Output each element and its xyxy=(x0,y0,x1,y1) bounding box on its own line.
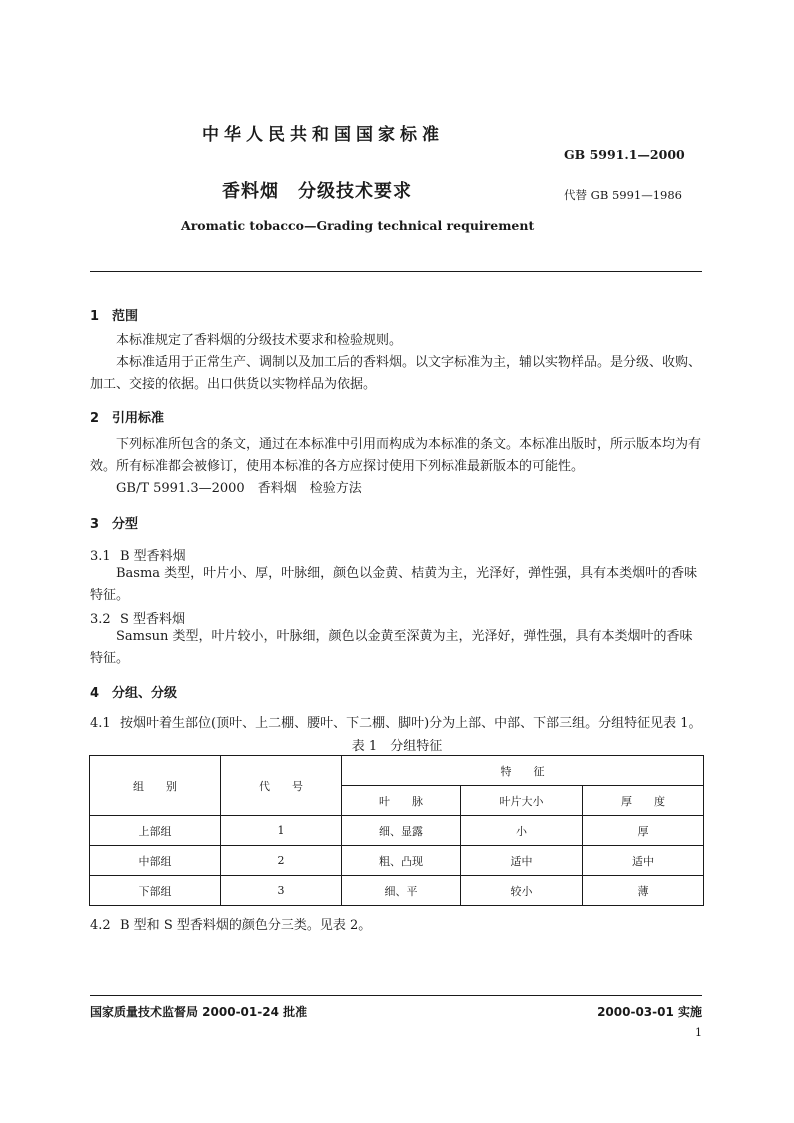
section-2-para-1: 下列标准所包含的条文，通过在本标准中引用而构成为本标准的条文。本标准出版时，所示版本均为有效。所有标准都会被修订，使用本标准的各方应探讨使用下列标准最新版本的可能性。 xyxy=(90,437,702,474)
section-2-reference: GB/T 5991.3—2000 香料烟 检验方法 xyxy=(116,481,362,496)
section-3-1-text: Basma 类型，叶片小、厚，叶脉细，颜色以金黄、桔黄为主，光泽好，弹性强，具有本类烟叶的香味特征。 xyxy=(90,566,698,603)
table-1 xyxy=(89,755,704,906)
section-number: 3 xyxy=(90,517,100,532)
section-4-1-text: 4.1 按烟叶着生部位(顶叶、上二棚、腰叶、下二棚、脚叶)分为上部、中部、下部三组。分组特征见表 1。 xyxy=(90,716,702,731)
section-1-para-1: 本标准规定了香料烟的分级技术要求和检验规则。 xyxy=(116,333,403,348)
footer-rule xyxy=(90,995,702,996)
replaces-standard: 代替 GB 5991—1986 xyxy=(564,188,682,202)
section-1-heading xyxy=(90,305,138,324)
section-number: 4 xyxy=(90,686,100,701)
section-number: 2 xyxy=(90,411,100,426)
table-row: 下部组 3 细、平 较小 薄 xyxy=(90,876,704,906)
section-title: 分型 xyxy=(112,517,139,532)
standard-number: GB 5991.1—2000 xyxy=(564,147,685,162)
header-rule xyxy=(90,271,702,272)
header-thickness: 厚 度 xyxy=(583,786,704,816)
header-group: 组 别 xyxy=(90,756,221,816)
section-title: 分组、分级 xyxy=(112,686,178,701)
header-vein: 叶 脉 xyxy=(342,786,461,816)
section-title: 范围 xyxy=(112,309,139,324)
national-standard-title: 中华人民共和国国家标准 xyxy=(202,125,444,145)
header-leaf-size: 叶片大小 xyxy=(461,786,583,816)
header-features: 特 征 xyxy=(342,756,704,786)
implementation-date: 2000-03-01 实施 xyxy=(597,1005,702,1019)
section-4-heading xyxy=(90,682,177,701)
header-code: 代 号 xyxy=(221,756,342,816)
section-3-2-text: Samsun 类型，叶片较小，叶脉细，颜色以金黄至深黄为主，光泽好，弹性强，具有本类烟叶的香味特征。 xyxy=(90,629,693,666)
section-4-2-text: 4.2 B 型和 S 型香料烟的颜色分三类。见表 2。 xyxy=(90,918,372,933)
section-3-1-heading: 3.1 B 型香料烟 xyxy=(90,549,186,564)
section-title: 引用标准 xyxy=(112,411,165,426)
section-3-2-heading: 3.2 S 型香料烟 xyxy=(90,612,186,627)
table-row: 中部组 2 粗、凸现 适中 适中 xyxy=(90,846,704,876)
table-row: 上部组 1 细、显露 小 厚 xyxy=(90,816,704,846)
approval-line: 国家质量技术监督局 2000-01-24 批准 xyxy=(90,1005,308,1019)
section-1-para-2: 本标准适用于正常生产、调制以及加工后的香料烟。以文字标准为主，辅以实物样品。是分级、收购、加工、交接的依据。出口供货以实物样品为依据。 xyxy=(90,355,702,392)
section-number: 1 xyxy=(90,309,100,324)
table-1-caption: 表 1 分组特征 xyxy=(351,739,443,754)
standard-title-en: Aromatic tobacco—Grading technical requirement xyxy=(181,218,535,233)
section-3-heading xyxy=(90,513,138,532)
standard-title-cn: 香料烟 分级技术要求 xyxy=(222,181,412,202)
page-number: 1 xyxy=(695,1026,702,1039)
section-2-heading xyxy=(90,407,164,426)
